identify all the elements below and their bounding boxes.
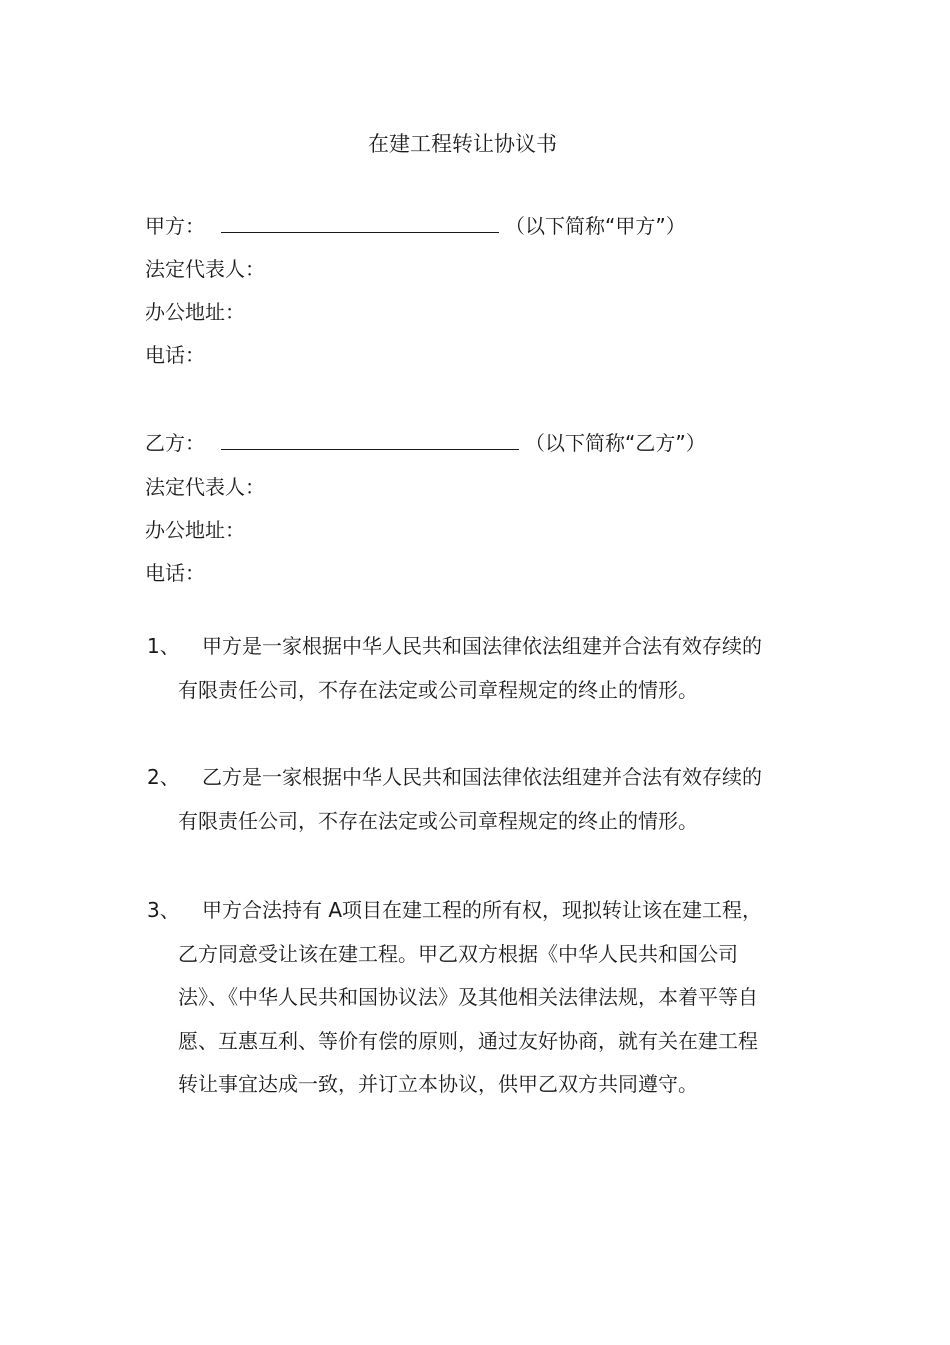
clause-3-number: 3、 bbox=[147, 898, 180, 922]
party-a-address: 办公地址： bbox=[145, 300, 245, 324]
clause-1-number: 1、 bbox=[147, 634, 180, 658]
party-a-label: 甲方： bbox=[145, 214, 205, 238]
party-a-rep: 法定代表人： bbox=[145, 257, 265, 281]
party-b-address: 办公地址： bbox=[145, 518, 245, 542]
document-title: 在建工程转让协议书 bbox=[368, 132, 557, 156]
clause-2-number: 2、 bbox=[147, 765, 180, 789]
party-b-line bbox=[145, 428, 706, 458]
party-b-label: 乙方： bbox=[145, 431, 205, 455]
clause-2-text: 乙方是一家根据中华人民共和国法律依法组建并合法有效存续的有限责任公司，不存在法定或公司章程规定的终止的情形。 bbox=[178, 765, 762, 833]
clause-3-text: 甲方合法持有 A项目在建工程的所有权，现拟转让该在建工程，乙方同意受让该在建工程。甲乙双方根据《中华人民共和国公司法》、《中华人民共和国协议法》及其他相关法律法规，本着平等自愿、互惠互利、等价有偿的原则，通过友好协商，就有关在建工程转让事宜达成一致，并订立本协议，供甲乙双方共同遵守。 bbox=[178, 898, 763, 1096]
party-a-phone: 电话： bbox=[145, 343, 205, 367]
clause-1 bbox=[178, 625, 768, 712]
party-b-phone: 电话： bbox=[145, 561, 205, 585]
party-b-rep: 法定代表人： bbox=[145, 475, 265, 499]
party-a-line bbox=[145, 211, 686, 241]
party-b-name-blank[interactable] bbox=[221, 429, 519, 450]
party-b-suffix: （以下简称“乙方”） bbox=[525, 431, 706, 455]
clause-3 bbox=[178, 889, 768, 1107]
clause-1-text: 甲方是一家根据中华人民共和国法律依法组建并合法有效存续的有限责任公司，不存在法定或公司章程规定的终止的情形。 bbox=[178, 634, 762, 702]
clause-2 bbox=[178, 756, 768, 843]
party-a-name-blank[interactable] bbox=[221, 212, 499, 233]
party-a-suffix: （以下简称“甲方”） bbox=[505, 214, 686, 238]
